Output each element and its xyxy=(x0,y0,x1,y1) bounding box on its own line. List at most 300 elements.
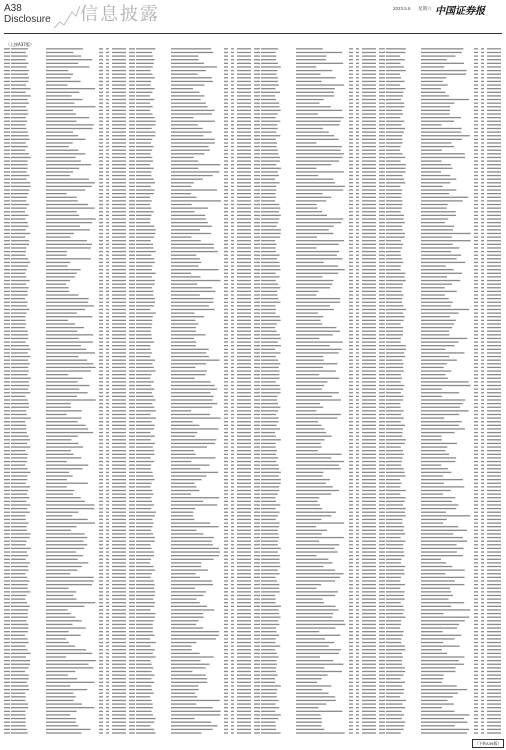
listing-row xyxy=(4,229,126,230)
listing-row xyxy=(129,396,251,397)
listing-row xyxy=(254,164,376,165)
listing-row xyxy=(379,374,501,375)
listing-row xyxy=(254,95,376,96)
listing-row xyxy=(4,606,126,607)
listing-row xyxy=(379,613,501,614)
listing-row xyxy=(254,598,376,599)
listing-row xyxy=(254,551,376,552)
listing-row xyxy=(4,722,126,723)
listing-row xyxy=(4,671,126,672)
listing-row xyxy=(129,284,251,285)
listing-row xyxy=(379,468,501,469)
section-title-cn: 信息披露 xyxy=(80,4,160,25)
listing-row xyxy=(254,606,376,607)
listing-row xyxy=(129,331,251,332)
listing-row xyxy=(129,407,251,408)
listing-column-4 xyxy=(379,47,503,735)
listing-row xyxy=(129,454,251,455)
listing-row xyxy=(129,591,251,592)
listing-row xyxy=(254,729,376,730)
listing-row xyxy=(379,635,501,636)
listing-row xyxy=(4,284,126,285)
listing-row xyxy=(129,508,251,509)
listing-row xyxy=(129,403,251,404)
listing-row xyxy=(254,399,376,400)
listing-row xyxy=(254,298,376,299)
listing-row xyxy=(4,258,126,259)
listing-row xyxy=(254,501,376,502)
listing-row xyxy=(379,207,501,208)
listing-row xyxy=(4,168,126,169)
listing-row xyxy=(129,262,251,263)
listing-row xyxy=(379,117,501,118)
listing-row xyxy=(379,649,501,650)
listing-row xyxy=(4,280,126,281)
listing-row xyxy=(4,291,126,292)
listing-row xyxy=(4,95,126,96)
listing-row xyxy=(379,703,501,704)
listing-row xyxy=(254,584,376,585)
listing-row xyxy=(4,588,126,589)
listing-row xyxy=(379,312,501,313)
listing-row xyxy=(254,678,376,679)
listing-row xyxy=(4,269,126,270)
listing-row xyxy=(4,613,126,614)
listing-row xyxy=(4,417,126,418)
listing-row xyxy=(129,233,251,234)
listing-row xyxy=(379,483,501,484)
listing-row xyxy=(379,486,501,487)
listing-row xyxy=(129,84,251,85)
listing-row xyxy=(379,215,501,216)
listing-row xyxy=(129,113,251,114)
listing-row xyxy=(129,722,251,723)
listing-row xyxy=(129,381,251,382)
listing-row xyxy=(379,396,501,397)
listing-row xyxy=(4,179,126,180)
listing-row xyxy=(129,52,251,53)
listing-row xyxy=(129,584,251,585)
listing-row xyxy=(379,696,501,697)
listing-row xyxy=(254,562,376,563)
listing-row xyxy=(254,77,376,78)
listing-row xyxy=(129,363,251,364)
listing-row xyxy=(4,522,126,523)
listing-row xyxy=(129,48,251,49)
listing-row xyxy=(4,164,126,165)
listing-row xyxy=(129,421,251,422)
listing-row xyxy=(4,52,126,53)
listing-row xyxy=(129,374,251,375)
listing-row xyxy=(129,642,251,643)
listing-row xyxy=(254,88,376,89)
listing-row xyxy=(254,262,376,263)
listing-row xyxy=(379,664,501,665)
listing-row xyxy=(4,298,126,299)
listing-row xyxy=(129,226,251,227)
listing-row xyxy=(129,280,251,281)
listing-row xyxy=(379,388,501,389)
listing-row xyxy=(4,624,126,625)
listing-row xyxy=(4,461,126,462)
listing-row xyxy=(379,280,501,281)
listing-row xyxy=(4,255,126,256)
listing-row xyxy=(254,229,376,230)
listing-row xyxy=(379,671,501,672)
listing-row xyxy=(4,211,126,212)
listing-row xyxy=(254,602,376,603)
listing-row xyxy=(129,703,251,704)
listing-row xyxy=(254,251,376,252)
listing-row xyxy=(379,305,501,306)
listing-row xyxy=(379,512,501,513)
listing-row xyxy=(4,153,126,154)
listing-row xyxy=(4,236,126,237)
listing-row xyxy=(379,385,501,386)
listing-row xyxy=(379,378,501,379)
listing-row xyxy=(254,660,376,661)
listing-row xyxy=(129,171,251,172)
listing-row xyxy=(129,236,251,237)
listing-row xyxy=(254,732,376,733)
listing-row xyxy=(379,298,501,299)
listing-row xyxy=(129,512,251,513)
listing-row xyxy=(254,696,376,697)
listing-row xyxy=(379,537,501,538)
listing-row xyxy=(129,103,251,104)
listing-row xyxy=(129,729,251,730)
listing-row xyxy=(129,436,251,437)
listing-row xyxy=(254,515,376,516)
listing-row xyxy=(129,428,251,429)
listing-row xyxy=(4,617,126,618)
listing-row xyxy=(129,457,251,458)
listing-row xyxy=(379,584,501,585)
listing-row xyxy=(254,291,376,292)
listing-row xyxy=(379,642,501,643)
listing-row xyxy=(129,682,251,683)
listing-row xyxy=(254,472,376,473)
listing-row xyxy=(379,410,501,411)
listing-row xyxy=(129,707,251,708)
listing-row xyxy=(4,551,126,552)
listing-row xyxy=(129,327,251,328)
listing-row xyxy=(129,461,251,462)
listing-row xyxy=(4,175,126,176)
listing-row xyxy=(379,316,501,317)
listing-row xyxy=(379,265,501,266)
listing-row xyxy=(379,718,501,719)
listing-row xyxy=(4,103,126,104)
listing-row xyxy=(379,287,501,288)
listing-row xyxy=(4,305,126,306)
listing-row xyxy=(129,164,251,165)
listing-row xyxy=(4,678,126,679)
listing-row xyxy=(379,620,501,621)
listing-row xyxy=(4,725,126,726)
listing-row xyxy=(4,519,126,520)
listing-row xyxy=(4,189,126,190)
listing-row xyxy=(129,175,251,176)
listing-row xyxy=(4,544,126,545)
listing-row xyxy=(379,439,501,440)
listing-row xyxy=(129,732,251,733)
listing-row xyxy=(129,714,251,715)
listing-row xyxy=(4,653,126,654)
listing-row xyxy=(129,218,251,219)
listing-row xyxy=(4,146,126,147)
listing-row xyxy=(379,341,501,342)
listing-row xyxy=(254,674,376,675)
listing-row xyxy=(129,298,251,299)
listing-row xyxy=(254,284,376,285)
listing-row xyxy=(4,150,126,151)
listing-row xyxy=(379,414,501,415)
listing-row xyxy=(129,160,251,161)
listing-row xyxy=(129,117,251,118)
listing-row xyxy=(4,171,126,172)
listing-row xyxy=(129,99,251,100)
listing-row xyxy=(379,88,501,89)
listing-row xyxy=(379,533,501,534)
listing-row xyxy=(379,667,501,668)
listing-row xyxy=(379,320,501,321)
listing-row xyxy=(4,642,126,643)
listing-row xyxy=(129,273,251,274)
listing-row xyxy=(4,367,126,368)
listing-row xyxy=(129,392,251,393)
listing-row xyxy=(379,421,501,422)
listing-row xyxy=(4,74,126,75)
listing-row xyxy=(254,179,376,180)
listing-row xyxy=(4,479,126,480)
listing-row xyxy=(379,595,501,596)
listing-row xyxy=(129,490,251,491)
listing-row xyxy=(379,714,501,715)
listing-row xyxy=(254,617,376,618)
listing-row xyxy=(129,468,251,469)
listing-row xyxy=(129,222,251,223)
listing-row xyxy=(129,204,251,205)
listing-row xyxy=(254,595,376,596)
listing-row xyxy=(379,465,501,466)
listing-row xyxy=(129,338,251,339)
listing-row xyxy=(129,179,251,180)
listing-row xyxy=(254,497,376,498)
listing-row xyxy=(254,620,376,621)
listing-row xyxy=(379,247,501,248)
listing-row xyxy=(254,479,376,480)
listing-row xyxy=(4,360,126,361)
listing-row xyxy=(254,142,376,143)
listing-row xyxy=(379,189,501,190)
listing-row xyxy=(379,331,501,332)
listing-row xyxy=(129,341,251,342)
listing-row xyxy=(379,99,501,100)
listing-row xyxy=(254,193,376,194)
listing-row xyxy=(254,722,376,723)
listing-row xyxy=(379,700,501,701)
listing-row xyxy=(379,638,501,639)
listing-row xyxy=(4,197,126,198)
listing-row xyxy=(379,646,501,647)
listing-row xyxy=(4,385,126,386)
listing-row xyxy=(4,407,126,408)
listing-row xyxy=(254,59,376,60)
continued-to-badge: （下转A39版） xyxy=(472,739,504,748)
listing-row xyxy=(129,598,251,599)
listing-row xyxy=(254,573,376,574)
listing-row xyxy=(379,729,501,730)
listing-row xyxy=(4,595,126,596)
listing-row xyxy=(379,222,501,223)
listing-row xyxy=(4,512,126,513)
listing-row xyxy=(379,77,501,78)
listing-row xyxy=(379,653,501,654)
listing-row xyxy=(129,193,251,194)
listing-row xyxy=(254,718,376,719)
listing-row xyxy=(379,551,501,552)
listing-row xyxy=(379,461,501,462)
listing-row xyxy=(4,410,126,411)
listing-row xyxy=(254,711,376,712)
listing-row xyxy=(379,356,501,357)
listing-row xyxy=(129,656,251,657)
listing-row xyxy=(379,631,501,632)
listing-row xyxy=(4,656,126,657)
listing-row xyxy=(129,559,251,560)
listing-row xyxy=(254,211,376,212)
listing-row xyxy=(4,718,126,719)
listing-row xyxy=(254,613,376,614)
listing-row xyxy=(379,417,501,418)
listing-row xyxy=(254,410,376,411)
listing-row xyxy=(129,244,251,245)
listing-row xyxy=(129,450,251,451)
listing-row xyxy=(379,352,501,353)
listing-row xyxy=(129,602,251,603)
listing-row xyxy=(4,465,126,466)
listing-row xyxy=(4,443,126,444)
listing-row xyxy=(254,580,376,581)
listing-row xyxy=(254,110,376,111)
listing-row xyxy=(254,685,376,686)
listing-row xyxy=(379,392,501,393)
listing-row xyxy=(4,526,126,527)
listing-row xyxy=(4,508,126,509)
listing-row xyxy=(254,222,376,223)
listing-row xyxy=(4,294,126,295)
listing-row xyxy=(4,81,126,82)
listing-row xyxy=(254,483,376,484)
listing-row xyxy=(4,421,126,422)
listing-row xyxy=(254,182,376,183)
listing-row xyxy=(129,142,251,143)
listing-row xyxy=(379,258,501,259)
listing-row xyxy=(129,410,251,411)
listing-row xyxy=(254,131,376,132)
listing-row xyxy=(4,48,126,49)
listing-row xyxy=(129,580,251,581)
listing-row xyxy=(254,450,376,451)
listing-row xyxy=(4,436,126,437)
listing-row xyxy=(254,591,376,592)
listing-row xyxy=(129,693,251,694)
listing-row xyxy=(379,273,501,274)
listing-row xyxy=(379,262,501,263)
listing-row xyxy=(379,562,501,563)
listing-row xyxy=(254,352,376,353)
listing-row xyxy=(254,331,376,332)
listing-row xyxy=(129,131,251,132)
listing-row xyxy=(4,309,126,310)
listing-row xyxy=(129,146,251,147)
listing-row xyxy=(4,323,126,324)
listing-row xyxy=(254,555,376,556)
listing-row xyxy=(379,436,501,437)
listing-row xyxy=(254,226,376,227)
listing-row xyxy=(4,483,126,484)
listing-row xyxy=(129,595,251,596)
listing-row xyxy=(379,367,501,368)
listing-row xyxy=(379,598,501,599)
listing-row xyxy=(4,131,126,132)
listing-row xyxy=(254,649,376,650)
listing-row xyxy=(4,602,126,603)
listing-row xyxy=(254,526,376,527)
listing-row xyxy=(379,48,501,49)
listing-row xyxy=(129,349,251,350)
listing-row xyxy=(129,664,251,665)
listing-row xyxy=(254,255,376,256)
listing-row xyxy=(4,635,126,636)
listing-row xyxy=(4,160,126,161)
listing-row xyxy=(4,338,126,339)
listing-row xyxy=(129,55,251,56)
listing-row xyxy=(4,475,126,476)
listing-row xyxy=(254,207,376,208)
listing-row xyxy=(129,320,251,321)
listing-row xyxy=(129,541,251,542)
listing-row xyxy=(379,291,501,292)
listing-row xyxy=(4,207,126,208)
listing-row xyxy=(129,302,251,303)
listing-row xyxy=(129,446,251,447)
listing-row xyxy=(129,106,251,107)
listing-row xyxy=(4,124,126,125)
listing-row xyxy=(129,486,251,487)
listing-row xyxy=(254,559,376,560)
listing-row xyxy=(254,381,376,382)
listing-row xyxy=(379,591,501,592)
listing-row xyxy=(254,121,376,122)
listing-row xyxy=(4,327,126,328)
listing-row xyxy=(254,186,376,187)
listing-row xyxy=(254,627,376,628)
listing-row xyxy=(379,689,501,690)
listing-row xyxy=(129,385,251,386)
listing-row xyxy=(4,331,126,332)
listing-row xyxy=(4,580,126,581)
listing-row xyxy=(4,128,126,129)
listing-row xyxy=(129,577,251,578)
listing-row xyxy=(254,265,376,266)
listing-row xyxy=(129,638,251,639)
listing-row xyxy=(4,396,126,397)
listing-row xyxy=(4,55,126,56)
listing-row xyxy=(379,84,501,85)
listing-row xyxy=(4,649,126,650)
